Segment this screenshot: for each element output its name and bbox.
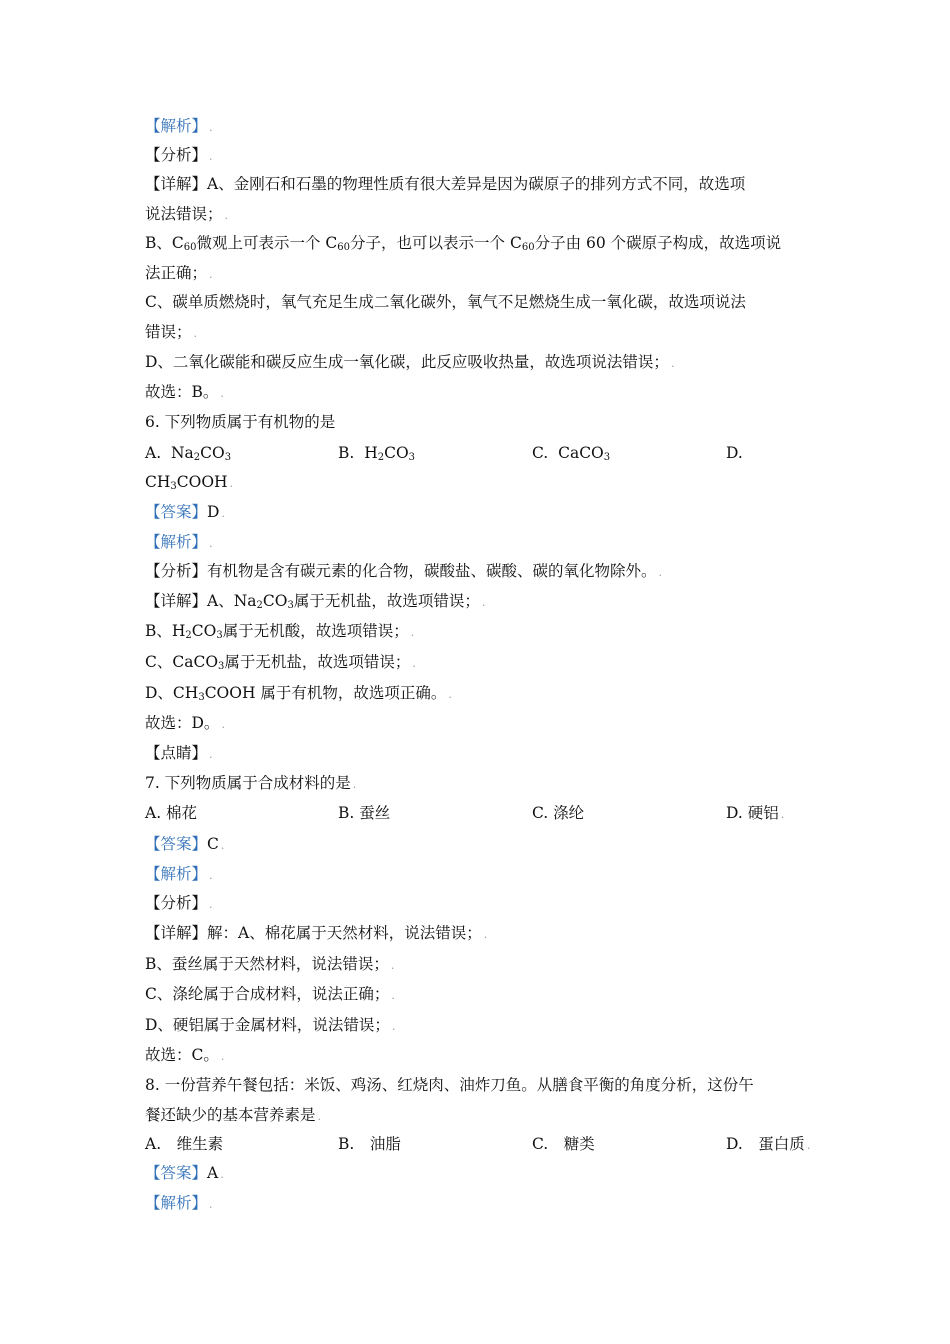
q7-option-a: A. 棉花 (145, 804, 198, 822)
q6-option-b: B. $H_2CO_3$ (338, 444, 416, 463)
q6-detail-d: D、$CH_3COOH$ 属于有机物，故选项正确。 . (145, 684, 452, 703)
q6-analysis: 【分析】有机物是含有碳元素的化合物，碳酸盐、碳酸、碳的氧化物除外。 . (145, 562, 663, 580)
q8-question-line2: 餐还缺少的基本营养素是 . (145, 1106, 322, 1124)
q7-question: 7. 下列物质属于合成材料的是 . (145, 774, 357, 792)
q8-option-d: D. 蛋白质 . (726, 1135, 811, 1153)
q7-options (145, 802, 825, 824)
q7-fenxi-heading: 【分析】 . (145, 894, 213, 912)
q6-option-c: C. CaCO$_3$ (532, 444, 611, 463)
q5-detail-a-line1: 【详解】A、金刚石和石墨的物理性质有很大差异是因为碳原子的排列方式不同，故选项 (145, 175, 746, 193)
q7-final-answer: 故选：C。 . (145, 1046, 225, 1064)
q6-detail-b: B、$H_2CO_3$属于无机酸，故选项错误； . (145, 622, 415, 641)
q6-dianjing-heading: 【点睛】 . (145, 744, 213, 762)
q5-detail-a-line2: 说法错误； . (145, 205, 229, 223)
q8-options (145, 1133, 825, 1155)
q5-jiexi-heading: 【解析】 . (145, 117, 213, 135)
q5-detail-b-line1: B、$C_{60}$微观上可表示一个 $C_{60}$分子，也可以表示一个 $C_{60}$分子由 60 个碳原子构成，故选项说 (145, 234, 782, 253)
q6-answer: 【答案】D . (145, 503, 225, 521)
q7-jiexi-heading: 【解析】 . (145, 865, 213, 883)
q7-option-b: B. 蚕丝 (338, 804, 391, 822)
q5-detail-b-line2: 法正确； . (145, 264, 213, 282)
q5-detail-c-line2: 错误； . (145, 323, 198, 341)
q5-fenxi-heading: 【分析】 . (145, 146, 213, 164)
q6-option-d: D. (726, 444, 743, 462)
q6-options (145, 442, 825, 464)
q8-option-b: B. 油脂 (338, 1135, 401, 1153)
q6-option-a: A. $Na_2CO_3$ (145, 444, 232, 463)
q7-detail-a: 【详解】解：A、棉花属于天然材料，说法错误； . (145, 924, 488, 942)
q8-option-c: C. 糖类 (532, 1135, 595, 1153)
q7-detail-b: B、蚕丝属于天然材料，说法错误； . (145, 955, 395, 973)
q8-question-line1: 8. 一份营养午餐包括：米饭、鸡汤、红烧肉、油炸刀鱼。从膳食平衡的角度分析，这份午 (145, 1076, 754, 1094)
q6-detail-c: C、CaCO$_3$属于无机盐，故选项错误； . (145, 653, 416, 672)
q5-detail-c-line1: C、碳单质燃烧时，氧气充足生成二氧化碳外，氧气不足燃烧生成一氧化碳，故选项说法 (145, 293, 746, 311)
q6-option-d-value: $CH_3COOH$ . (145, 473, 234, 492)
q8-answer: 【答案】A . (145, 1164, 224, 1182)
q8-jiexi-heading: 【解析】 . (145, 1194, 213, 1212)
q7-detail-c: C、涤纶属于合成材料，说法正确； . (145, 985, 395, 1003)
q7-option-c: C. 涤纶 (532, 804, 585, 822)
q5-final-answer: 故选：B。 . (145, 383, 224, 401)
q6-detail-a: 【详解】A、$Na_2CO_3$属于无机盐，故选项错误； . (145, 592, 486, 611)
q6-question: 6. 下列物质属于有机物的是 (145, 413, 336, 431)
q6-jiexi-heading: 【解析】 . (145, 533, 213, 551)
q6-final-answer: 故选：D。 . (145, 714, 225, 732)
q5-detail-d: D、二氧化碳能和碳反应生成一氧化碳，此反应吸收热量，故选项说法错误； . (145, 353, 675, 371)
q8-option-a: A. 维生素 (145, 1135, 224, 1153)
q7-answer: 【答案】C . (145, 835, 225, 853)
q7-option-d: D. 硬铝 . (726, 804, 785, 822)
q7-detail-d: D、硬铝属于金属材料，说法错误； . (145, 1016, 396, 1034)
